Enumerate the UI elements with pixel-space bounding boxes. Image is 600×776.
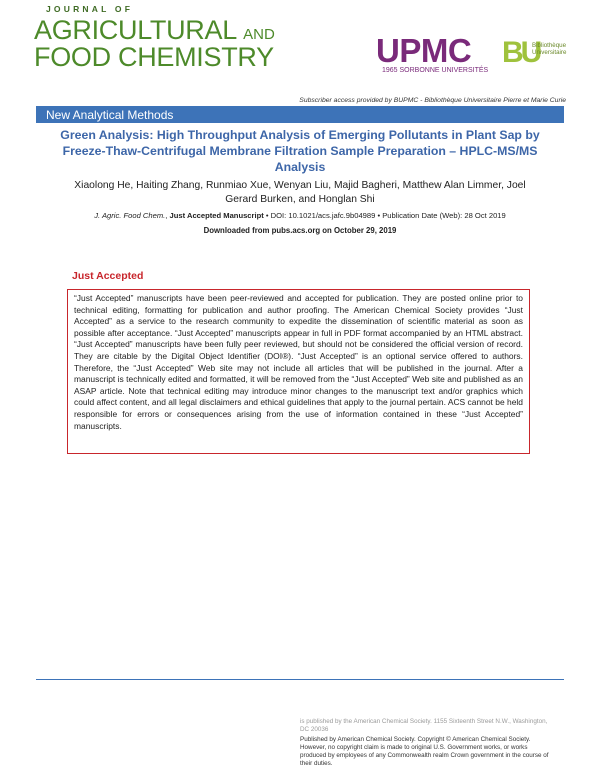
footer-publisher-note: is published by the American Chemical Society. 1155 Sixteenth Street N.W., Washington, DC 20036 <box>300 718 548 733</box>
just-accepted-box <box>67 289 530 454</box>
article-title[interactable]: Green Analysis: High Throughput Analysis of Emerging Pollutants in Plant Sap by Freeze-Thaw-Centrifugal Membrane Filtration Sample Preparation – HPLC-MS/MS Analysis <box>60 128 540 174</box>
citation-journal: J. Agric. Food Chem. <box>94 211 166 220</box>
downloaded-note: Downloaded from pubs.acs.org on October 29, 2019 <box>203 226 397 235</box>
journal-logo-agricultural: AGRICULTURAL <box>34 15 236 45</box>
upmc-logo <box>376 32 496 82</box>
upmc-logo-word: UPMC <box>376 32 472 69</box>
subscriber-access-note: Subscriber access provided by BUPMC - Bibliothèque Universitaire Pierre et Marie Curie <box>299 97 566 104</box>
just-accepted-notice: “Just Accepted” manuscripts have been peer-reviewed and accepted for publication. They are posted online prior to technical editing, formatting for publication and author proofing. The American Chemical Society provides “Just Accepted” as a service to the research community to expedite the dissemination of scientific material as soon as possible after acceptance. “Just Accepted” manuscripts appear in full in PDF format accompanied by an HTML abstract. “Just Accepted” manuscripts have been fully peer reviewed, but should not be considered the official version of record. They are citable by the Digital Object Identifier (DOI®). “Just Accepted” is an optional service offered to authors. Therefore, the “Just Accepted” Web site may not include all articles that will be published in the journal. After a manuscript is technically edited and formatted, it will be removed from the “Just Accepted” Web site and published as an ASAP article. Note that technical editing may introduce minor changes to the manuscript text and/or graphics which could affect content, and all legal disclaimers and ethical guidelines that apply to the journal pertain. ACS cannot be held responsible for errors or consequences arising from the use of information contained in these “Just Accepted” manuscripts. <box>74 293 523 431</box>
journal-logo-and: AND <box>243 26 275 43</box>
citation-separator: , <box>165 211 170 220</box>
section-bar <box>36 106 564 123</box>
citation-status: Just Accepted Manuscript <box>169 211 264 220</box>
section-label: New Analytical Methods <box>46 108 174 122</box>
upmc-logo-subtitle: 1965 SORBONNE UNIVERSITÉS <box>382 67 489 74</box>
journal-logo-line2: FOOD CHEMISTRY <box>34 42 274 72</box>
bu-logo-mark: BU <box>502 36 540 69</box>
bu-logo-text: Bibliothèque Universitaire <box>532 42 567 56</box>
article-authors: Xiaolong He, Haiting Zhang, Runmiao Xue, Wenyan Liu, Majid Bagheri, Matthew Alan Limmer, Joel Gerard Burken, and Honglan Shi <box>74 180 526 205</box>
citation-doi-date[interactable]: • DOI: 10.1021/acs.jafc.9b04989 • Publication Date (Web): 28 Oct 2019 <box>263 211 506 220</box>
journal-logo-small-line: JOURNAL OF <box>46 4 134 14</box>
journal-logo <box>34 4 275 90</box>
footer-divider <box>36 679 564 680</box>
citation-line <box>20 211 580 220</box>
footer-copyright-note: Published by American Chemical Society. Copyright © American Chemical Society. However, no copyright claim is made to original U.S. Government works, or works produced by employees of any Commonwealth realm Crown government in the course of their duties. <box>300 736 549 767</box>
bu-logo <box>502 36 570 76</box>
just-accepted-heading: Just Accepted <box>72 270 144 282</box>
